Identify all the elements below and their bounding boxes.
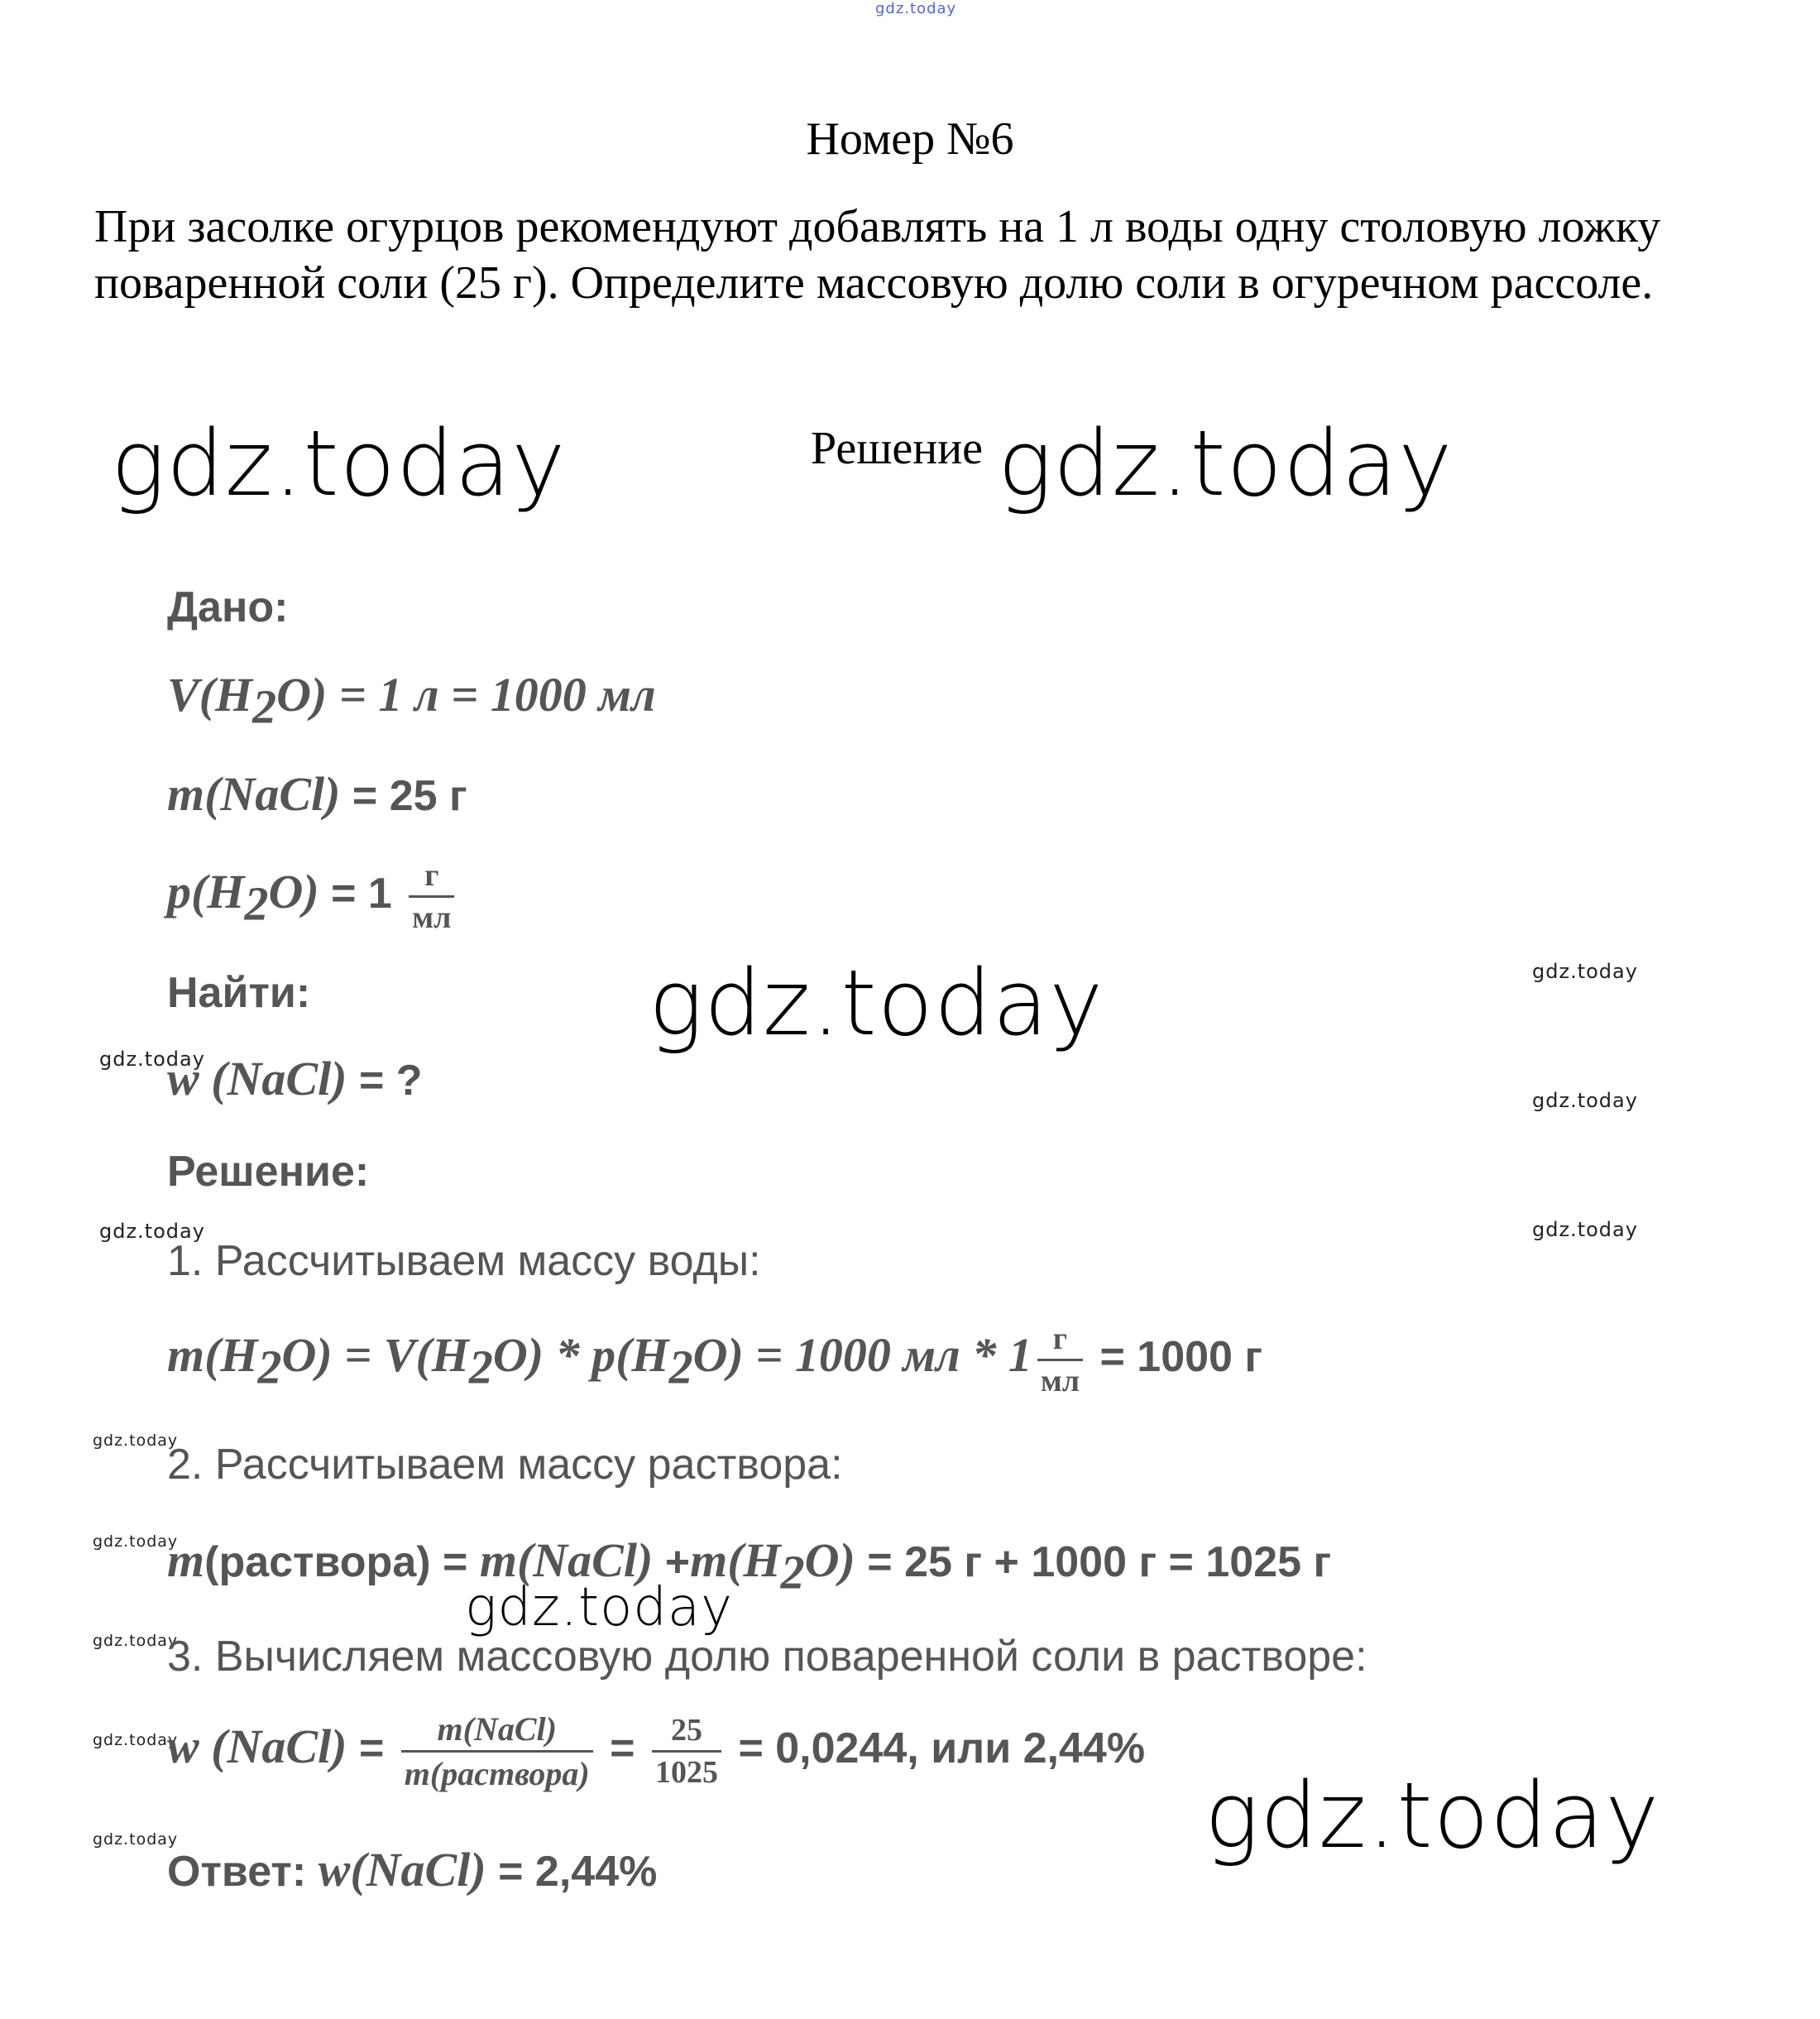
watermark: gdz.today <box>649 950 1104 1056</box>
given-density: $p(H_2O) = 1$ $\frac{г}{мл}$ <box>167 857 459 936</box>
watermark: gdz.today <box>998 410 1454 516</box>
step1-formula: $m(H_2O) = V(H_2O) * p(H_2O) = 1000$ мл * 1 $\frac{г}{мл}$ = 1000 г <box>167 1321 1263 1398</box>
solution-heading: Решение <box>811 423 984 474</box>
page-title: Номер №6 <box>806 113 1014 165</box>
solution-label: Решение: <box>167 1148 370 1196</box>
watermark-small: gdz.today <box>93 1731 179 1749</box>
top-watermark: gdz.today <box>875 0 957 17</box>
find-label: Найти: <box>167 969 311 1017</box>
watermark: gdz.today <box>1205 1762 1660 1868</box>
given-label: Дано: <box>167 583 289 631</box>
watermark-small: gdz.today <box>93 1830 179 1849</box>
problem-text: При засолке огурцов рекомендуют добавлять на 1 л воды одну столовую ложку поваренной соли (25 г). Определите массовую долю соли в огуречном рассоле. <box>94 201 1661 309</box>
watermark: gdz.today <box>111 410 567 516</box>
step3-title: 3. Вычисляем массовую долю поваренной соли в растворе: <box>167 1633 1367 1681</box>
watermark-small: gdz.today <box>1532 1089 1638 1112</box>
step3-formula: w (NaCl) = $\frac{\text{m(NaCl)}}{\text{m(раствора)}}$ = $\frac{25}{1025}$ = 0,0244, или 2,44% <box>167 1710 1146 1792</box>
answer: Ответ: w(NaCl) = 2,44% <box>167 1843 658 1897</box>
watermark: gdz.today <box>465 1577 733 1638</box>
step2-title: 2. Рассчитываем массу раствора: <box>167 1441 843 1489</box>
watermark-small: gdz.today <box>93 1632 179 1650</box>
given-mass: m(NaCl) = 25 г <box>167 767 467 821</box>
given-volume: $V(H_2O) = 1$ л = 1000 мл <box>167 668 656 734</box>
watermark-small: gdz.today <box>1532 960 1638 983</box>
find-value: w (NaCl) = ? <box>167 1052 423 1105</box>
watermark-small: gdz.today <box>1532 1218 1638 1241</box>
watermark-small: gdz.today <box>99 1220 205 1243</box>
step2-formula: m(раствора) = m(NaCl) $+m(H_2O) = 25$ г + 1000 г = 1025 г <box>167 1533 1332 1599</box>
watermark-small: gdz.today <box>99 1048 205 1071</box>
watermark-small: gdz.today <box>93 1532 179 1551</box>
step1-title: 1. Рассчитываем массу воды: <box>167 1237 761 1285</box>
watermark-small: gdz.today <box>93 1432 179 1450</box>
